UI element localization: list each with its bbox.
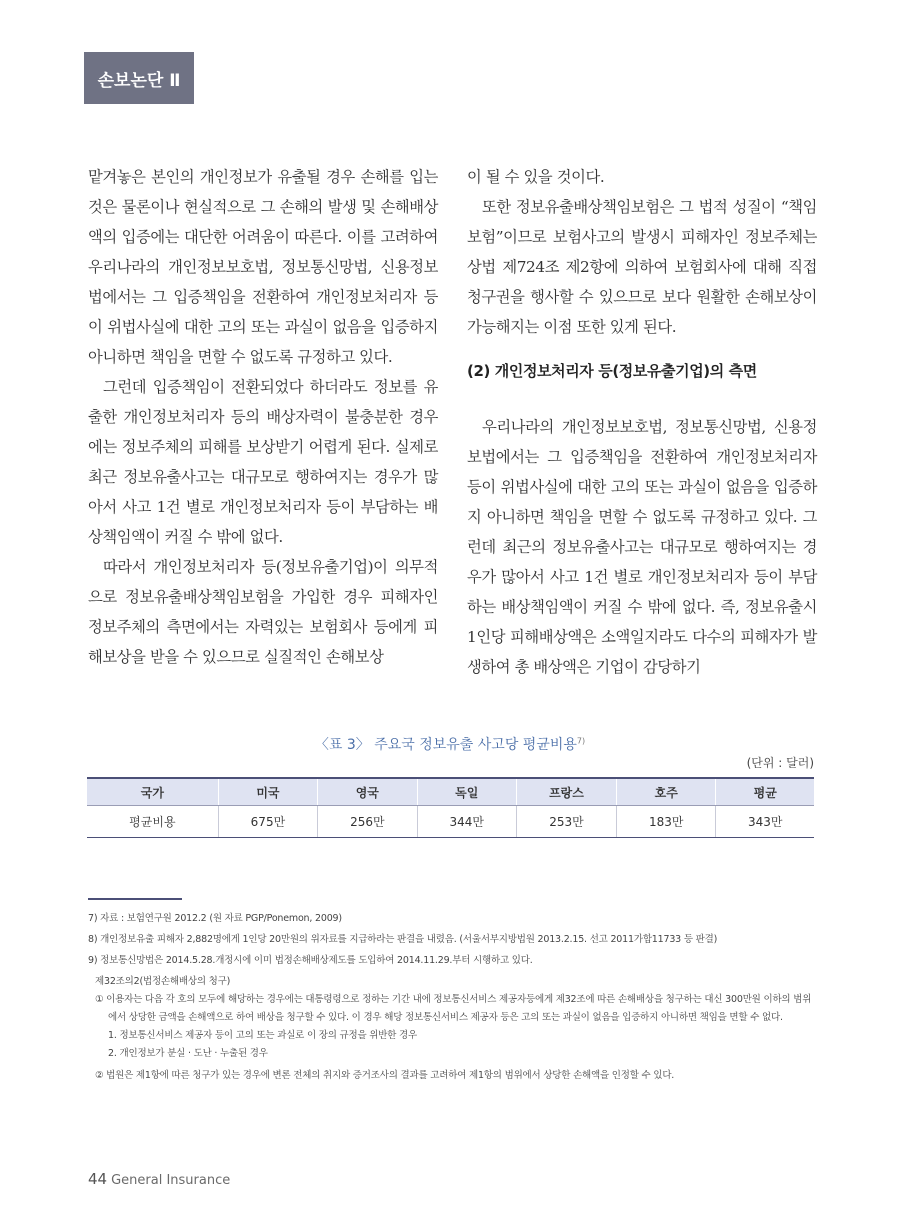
header-cell-australia: 호주 <box>617 778 716 806</box>
section-tag <box>84 52 194 104</box>
table-header-row <box>87 778 814 806</box>
left-column <box>88 162 438 672</box>
table-caption <box>0 734 900 754</box>
body-paragraph: 따라서 개인정보처리자 등(정보유출기업)이 의무적으로 정보유출배상책임보험을 가입한 경우 피해자인 정보주체의 측면에서는 자력있는 보험회사 등에게 피해보상을 받을 수 있으므로 실질적인 손해보상 <box>88 558 438 666</box>
table-row <box>87 806 814 838</box>
table-cell: 평균비용 <box>87 806 218 838</box>
header-cell-country: 국가 <box>87 778 218 806</box>
page-footer <box>88 1170 230 1188</box>
section-heading: (2) 개인정보처리자 등(정보유출기업)의 측면 <box>467 362 757 380</box>
footnotes <box>88 910 816 1085</box>
footnote-9: 9) 정보통신망법은 2014.5.28.개정시에 이미 법정손해배상제도를 도입하여 2014.11.29.부터 시행하고 있다. <box>88 955 533 966</box>
page-number: 44 <box>88 1170 108 1188</box>
right-column <box>467 162 817 682</box>
table-cell: 344만 <box>417 806 516 838</box>
body-paragraph: 이 될 수 있을 것이다. <box>467 168 605 186</box>
table-cell: 183만 <box>617 806 716 838</box>
publication-name: General Insurance <box>111 1173 231 1188</box>
footnote-divider <box>88 898 182 900</box>
cost-table <box>87 777 814 838</box>
law-article-title: 제32조의2(법정손해배상의 청구) <box>95 976 231 987</box>
table-cell: 253만 <box>516 806 616 838</box>
header-cell-france: 프랑스 <box>516 778 616 806</box>
table-unit: (단위 : 달러) <box>746 756 814 770</box>
header-cell-usa: 미국 <box>218 778 317 806</box>
law-item-2: 2. 개인정보가 분실 · 도난 · 누출된 경우 <box>108 1048 268 1059</box>
body-paragraph: 또한 정보유출배상책임보험은 그 법적 성질이 “책임보험”이므로 보험사고의 발생시 피해자인 정보주체는 상법 제724조 제2항에 의하여 보험회사에 대해 직접청구권을 행사할 수 있으므로 보다 원활한 손해보상이 가능해지는 이점 또한 있게 된다. <box>467 198 817 336</box>
law-clause-2: ② 법원은 제1항에 따른 청구가 있는 경우에 변론 전체의 취지와 증거조사의 결과를 고려하여 제1항의 범위에서 상당한 손해액을 인정할 수 있다. <box>95 1070 675 1081</box>
header-cell-average: 평균 <box>716 778 814 806</box>
footnote-8: 8) 개인정보유출 피해자 2,882명에게 1인당 20만원의 위자료를 지급하라는 판결을 내렸음. (서울서부지방법원 2013.2.15. 선고 2011가합11733 등 판결) <box>88 934 718 945</box>
section-tag-label: 손보논단 Ⅱ <box>97 70 181 91</box>
table-cell: 256만 <box>318 806 417 838</box>
body-paragraph: 맡겨놓은 본인의 개인정보가 유출될 경우 손해를 입는 것은 물론이나 현실적으로 그 손해의 발생 및 손해배상액의 입증에는 대단한 어려움이 따른다. 이를 고려하여 우리나라의 개인정보보호법, 정보통신망법, 신용정보법에서는 그 입증책임을 전환하여 개인정보처리자 등이 위법사실에 대한 고의 또는 과실이 없음을 입증하지 아니하면 책임을 면할 수 없도록 규정하고 있다. <box>88 168 438 366</box>
footnote-7: 7) 자료 : 보험연구원 2012.2 (원 자료 PGP/Ponemon, 2009) <box>88 913 342 924</box>
header-cell-germany: 독일 <box>417 778 516 806</box>
body-paragraph: 그런데 입증책임이 전환되었다 하더라도 정보를 유출한 개인정보처리자 등의 배상자력이 불충분한 경우에는 정보주체의 피해를 보상받기 어렵게 된다. 실제로 최근 정보유출사고는 대규모로 행하여지는 경우가 많아서 사고 1건 별로 개인정보처리자 등이 부담하는 배상책임액이 커질 수 밖에 없다. <box>88 378 438 546</box>
header-cell-uk: 영국 <box>318 778 417 806</box>
law-item-1: 1. 정보통신서비스 제공자 등이 고의 또는 과실로 이 장의 규정을 위반한 경우 <box>108 1030 417 1041</box>
body-paragraph: 우리나라의 개인정보보호법, 정보통신망법, 신용정보법에서는 그 입증책임을 전환하여 개인정보처리자 등이 위법사실에 대한 고의 또는 과실이 없음을 입증하지 아니하면 책임을 면할 수 없도록 규정하고 있다. 그런데 최근의 정보유출사고는 대규모로 행하여지는 경우가 많아서 사고 1건 별로 개인정보처리자 등이 부담하는 배상책임액이 커질 수 밖에 없다. 즉, 정보유출시 1인당 피해배상액은 소액일지라도 다수의 피해자가 발생하여 총 배상액은 기업이 감당하기 <box>467 418 817 676</box>
table-cell: 675만 <box>218 806 317 838</box>
table-caption-footnote-ref: 7) <box>576 736 586 746</box>
table-cell: 343만 <box>716 806 814 838</box>
table-caption-text: 〈표 3〉 주요국 정보유출 사고당 평균비용 <box>314 737 577 753</box>
law-clause-1: ① 이용자는 다음 각 호의 모두에 해당하는 경우에는 대통령령으로 정하는 기간 내에 정보통신서비스 제공자등에게 제32조에 따른 손해배상을 청구하는 대신 300만원 이하의 범위에서 상당한 금액을 손해액으로 하여 배상을 청구할 수 있다. 이 경우 해당 정보통신서비스 제공자 등은 고의 또는 과실이 없음을 입증하지 아니하면 책임을 면할 수 없다. <box>95 994 812 1023</box>
